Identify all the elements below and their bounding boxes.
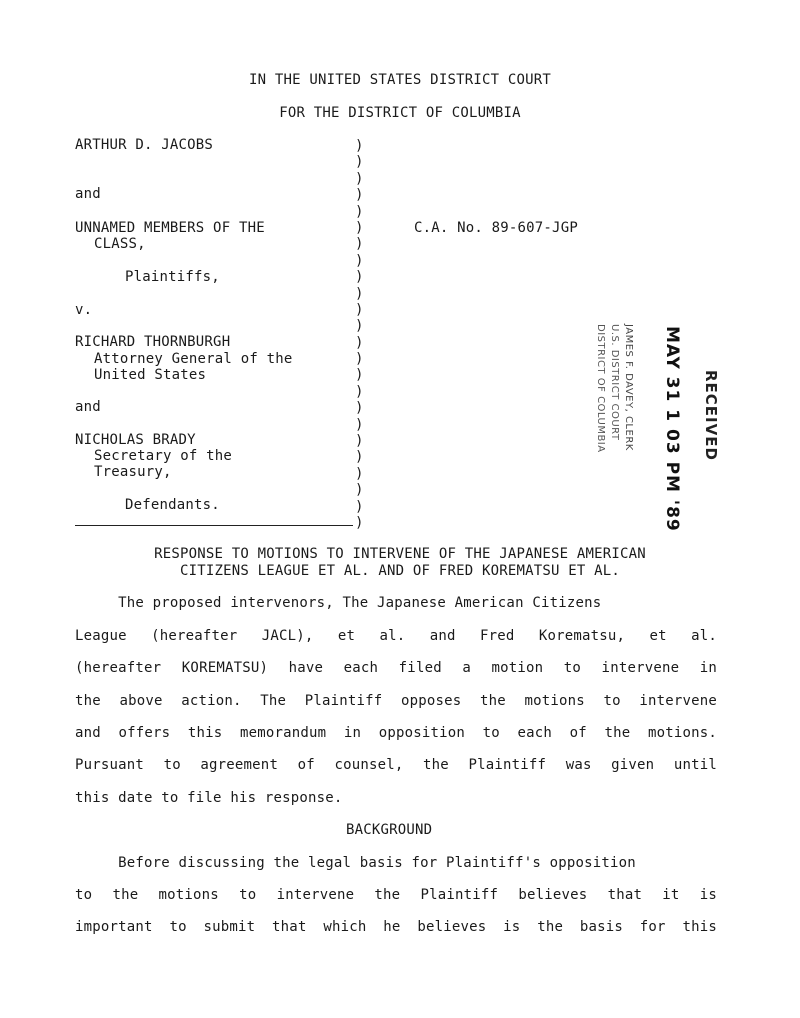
stamp-clerk-line1: JAMES F. DAVEY, CLERK: [623, 324, 634, 451]
caption-and-2: and: [75, 399, 101, 415]
plaintiffs-label: Plaintiffs,: [125, 269, 220, 285]
caption-rule: [75, 525, 353, 526]
versus: v.: [75, 302, 93, 318]
caption-paren: ): [355, 285, 364, 302]
caption-paren: ): [355, 351, 364, 368]
caption-paren: ): [355, 301, 364, 318]
body-line: important to submit that which he believes is the basis for this: [75, 919, 717, 935]
caption-paren: ): [355, 203, 364, 220]
caption-paren: ): [355, 219, 364, 236]
caption-paren: ): [355, 465, 364, 482]
body-line: and offers this memorandum in opposition to each of the motions.: [75, 725, 717, 741]
caption-paren: ): [355, 383, 364, 400]
defendant2-name: NICHOLAS BRADY: [75, 432, 196, 448]
caption-paren: ): [355, 334, 364, 351]
body-line: Pursuant to agreement of counsel, the Plaintiff was given until: [75, 757, 717, 773]
stamp-clerk-line3: DISTRICT OF COLUMBIA: [595, 324, 606, 453]
body-line: Before discussing the legal basis for Plaintiff's opposition: [75, 855, 636, 871]
defendant2-title-2: Treasury,: [94, 464, 172, 480]
caption-paren: ): [355, 318, 364, 335]
caption-paren: ): [355, 482, 364, 499]
section-heading: BACKGROUND: [346, 822, 433, 838]
body-line: The proposed intervenors, The Japanese American Citizens: [75, 595, 602, 611]
body-line: the above action. The Plaintiff opposes the motions to intervene: [75, 693, 717, 709]
caption-paren-column: [355, 138, 363, 531]
caption-paren: ): [355, 416, 364, 433]
caption-paren: ): [355, 236, 364, 253]
caption-paren: ): [355, 269, 364, 286]
caption-paren: ): [355, 498, 364, 515]
caption-paren: ): [355, 449, 364, 466]
caption-paren: ): [355, 187, 364, 204]
stamp-clerk-line2: U.S. DISTRICT COURT: [609, 324, 620, 441]
document-title-line2: CITIZENS LEAGUE ET AL. AND OF FRED KOREMATSU ET AL.: [179, 563, 621, 579]
received-stamp: [580, 318, 740, 532]
court-title-line2: FOR THE DISTRICT OF COLUMBIA: [279, 105, 521, 121]
plaintiff-name: ARTHUR D. JACOBS: [75, 137, 214, 153]
caption-paren: ): [355, 514, 364, 531]
defendant1-title-1: Attorney General of the: [94, 351, 293, 367]
body-line: to the motions to intervene the Plaintiff believes that it is: [75, 887, 717, 903]
caption-paren: ): [355, 433, 364, 450]
stamp-date: MAY 31 1 03 PM '89: [662, 326, 682, 532]
caption-paren: ): [355, 154, 364, 171]
court-title-line1: IN THE UNITED STATES DISTRICT COURT: [248, 72, 551, 88]
caption-paren: ): [355, 170, 364, 187]
caption-paren: ): [355, 252, 364, 269]
defendant1-name: RICHARD THORNBURGH: [75, 334, 231, 350]
class-line-1: UNNAMED MEMBERS OF THE: [75, 220, 265, 236]
defendants-label: Defendants.: [125, 497, 220, 513]
class-line-2: CLASS,: [94, 236, 146, 252]
stamp-received: RECEIVED: [702, 370, 720, 461]
defendant2-title-1: Secretary of the: [94, 448, 233, 464]
document-title-line1: RESPONSE TO MOTIONS TO INTERVENE OF THE JAPANESE AMERICAN: [154, 546, 646, 562]
body-line: League (hereafter JACL), et al. and Fred Korematsu, et al.: [75, 628, 717, 644]
caption-paren: ): [355, 400, 364, 417]
body-line: this date to file his response.: [75, 790, 343, 806]
case-number: C.A. No. 89-607-JGP: [414, 220, 578, 236]
caption-and-1: and: [75, 186, 101, 202]
body-line: (hereafter KOREMATSU) have each filed a motion to intervene in: [75, 660, 717, 676]
caption-paren: ): [355, 138, 364, 154]
caption-paren: ): [355, 367, 364, 384]
defendant1-title-2: United States: [94, 367, 207, 383]
